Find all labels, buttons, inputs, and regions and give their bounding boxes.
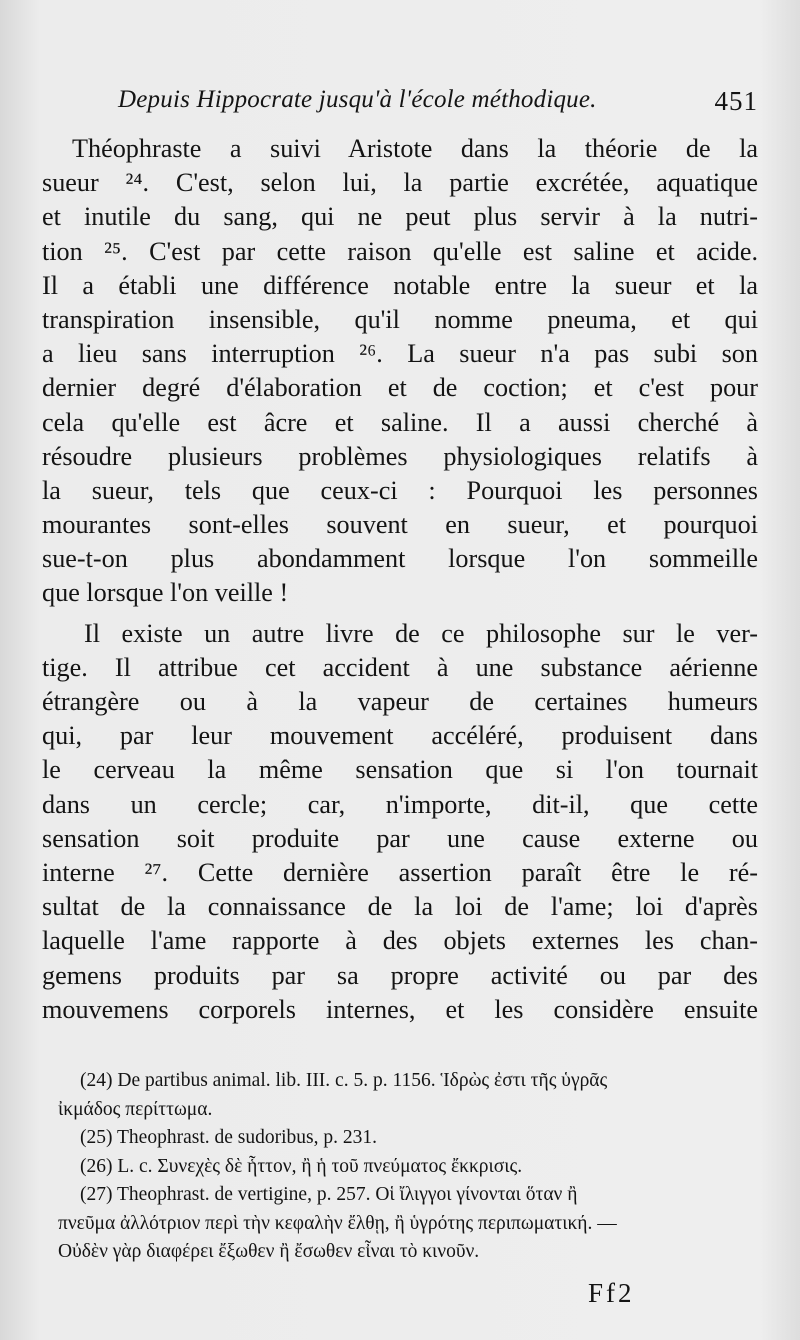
footnotes [58,1067,763,1267]
footnote-27-continued: Οὐδὲν γὰρ διαφέρει ἔξωθεν ἢ ἔσωθεν εἶναι τὸ κινοῦν. [58,1241,480,1262]
paragraph-1 [42,132,758,611]
text-line: la sueur, tels que ceux-ci : Pourquoi les personnes [42,475,758,505]
text-line: dans un cercle; car, n'importe, dit-il, que cette [42,789,758,819]
signature-mark: Ff2 [588,1278,635,1308]
text-line: cela qu'elle est âcre et saline. Il a aussi cherché à [42,407,758,437]
text-line: étrangère ou à la vapeur de certaines humeurs [42,687,758,716]
text-line: transpiration insensible, qu'il nomme pneuma, et qui [42,304,758,334]
text-line: Il a établi une différence notable entre la sueur et la [42,270,758,300]
text-line: et inutile du sang, qui ne peut plus servir à la nutri- [42,202,758,232]
text-line: sultat de la connaissance de la loi de l'ame; loi d'après [42,892,758,922]
footnote-24: (24) De partibus animal. lib. III. c. 5. p. 1156. Ἱδρὼς ἐστι τῆς ὑγρᾶς [80,1070,608,1091]
footnote-27: (27) Theophrast. de vertigine, p. 257. Οἱ ἴλιγγοι γίνονται ὅταν ἢ [80,1184,578,1205]
paragraph-2 [42,617,758,1027]
text-line: tion ²⁵. C'est par cette raison qu'elle est saline et acide. [42,236,758,266]
text-line: gemens produits par sa propre activité ou par des [42,960,758,990]
body-text [42,132,758,1027]
footnote-25: (25) Theophrast. de sudoribus, p. 231. [80,1127,377,1148]
text-line: sueur ²⁴. C'est, selon lui, la partie excrétée, aquatique [42,168,758,198]
text-line: mourantes sont-elles souvent en sueur, et pourquoi [42,510,758,540]
text-line: mouvemens corporels internes, et les considère ensuite [42,994,758,1024]
text-line: interne ²⁷. Cette dernière assertion paraît être le ré- [42,857,758,887]
text-line: que lorsque l'on veille ! [42,578,289,608]
text-line: a lieu sans interruption ²⁶. La sueur n'a pas subi son [42,339,758,369]
text-line: le cerveau la même sensation que si l'on tournait [42,755,758,785]
running-title: Depuis Hippocrate jusqu'à l'école méthodique. [118,86,597,113]
footnote-24-continued: ἰκμάδος περίττωμα. [58,1098,213,1120]
text-line: sue-t-on plus abondamment lorsque l'on sommeille [42,544,758,574]
page-header [118,86,758,126]
text-line: Théophraste a suivi Aristote dans la théorie de la [72,134,758,163]
page-number: 451 [714,86,758,116]
text-line: dernier degré d'élaboration et de coction; et c'est pour [42,373,758,403]
text-line: sensation soit produite par une cause externe ou [42,823,758,853]
text-line: laquelle l'ame rapporte à des objets externes les chan- [42,926,758,956]
footnote-26: (26) L. c. Συνεχὲς δὲ ἧττον, ἢ ἡ τοῦ πνεύματος ἔκκρισις. [80,1155,523,1177]
text-line: Il existe un autre livre de ce philosophe sur le ver- [84,618,758,648]
footnote-27-continued: πνεῦμα ἀλλότριον περὶ τὴν κεφαλὴν ἔλθῃ, ἢ ὑγρότης περιπωματική. — [58,1212,617,1234]
text-line: résoudre plusieurs problèmes physiologiques relatifs à [42,441,758,471]
text-line: qui, par leur mouvement accéléré, produisent dans [42,721,758,751]
text-line: tige. Il attribue cet accident à une substance aérienne [42,652,758,682]
